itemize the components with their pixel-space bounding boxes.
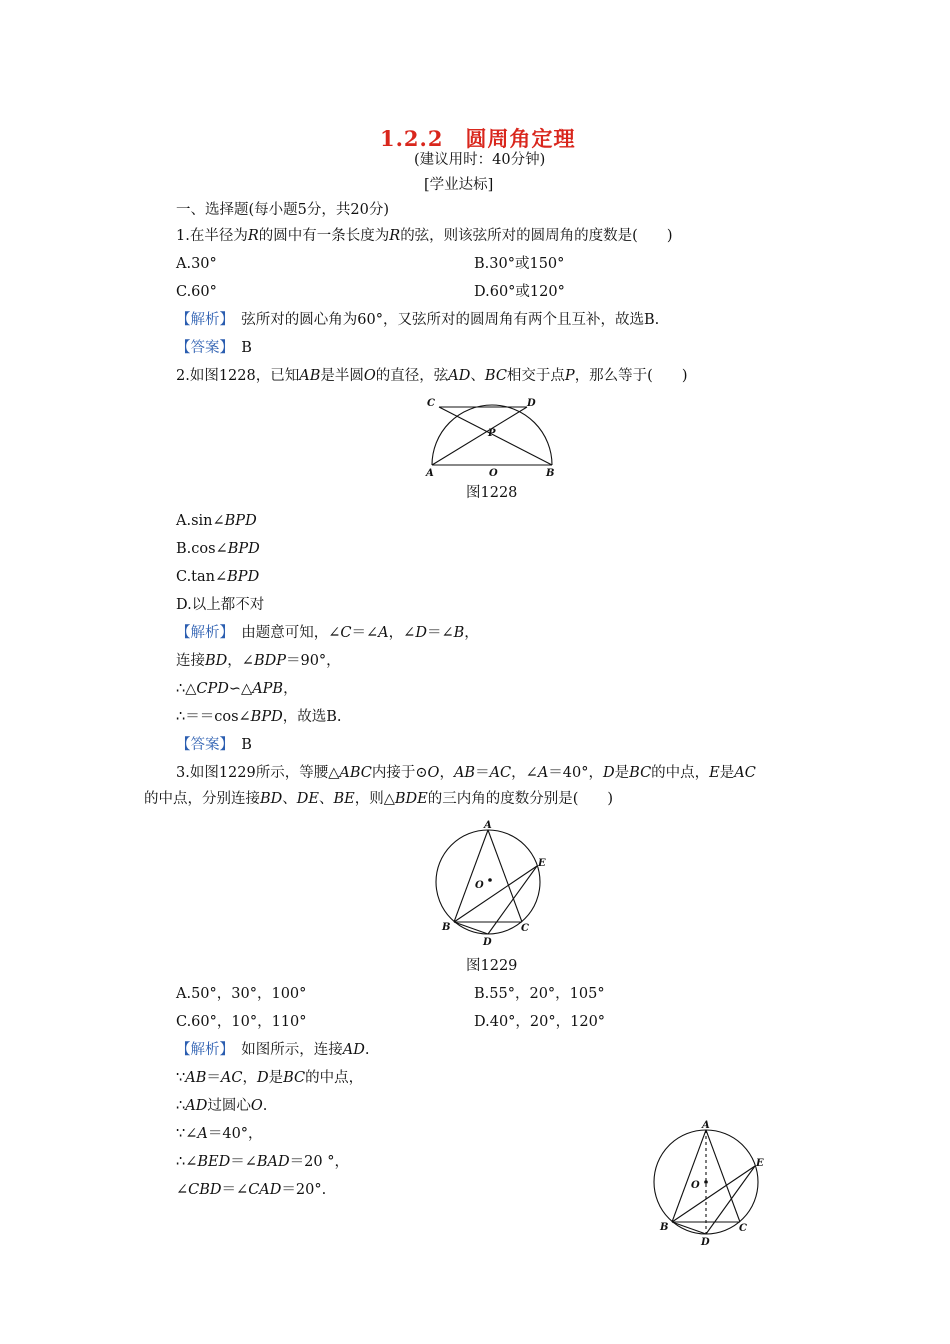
- label-a: A: [484, 820, 492, 831]
- text: ＝: [206, 1070, 221, 1086]
- var: AD: [342, 1042, 365, 1058]
- text: 相交于点: [506, 368, 565, 384]
- label-d: D: [701, 1237, 710, 1248]
- text: 的中点，分别连接: [144, 791, 260, 807]
- section-label: [学业达标]: [424, 177, 494, 193]
- q2-analysis-line2: [176, 651, 341, 671]
- var: APB: [252, 681, 284, 697]
- var: BDE: [394, 791, 428, 807]
- page-title: 1.2.2 圆周角定理: [380, 126, 576, 151]
- text: 是: [268, 1070, 284, 1086]
- text: ，则△: [354, 791, 395, 807]
- text: ＝∠: [230, 1154, 257, 1170]
- text: 2.如图1228，已知: [176, 368, 300, 384]
- var: A: [537, 765, 549, 781]
- text: ∴∠: [176, 1154, 198, 1170]
- text: 的中点，: [305, 1070, 364, 1086]
- var: P: [564, 368, 575, 384]
- text: ∽△: [228, 681, 253, 697]
- var: A: [378, 625, 389, 641]
- text: ，: [464, 625, 479, 641]
- q1-stem: [176, 226, 673, 246]
- q2-analysis-line3: [176, 679, 298, 699]
- text: 、: [470, 368, 485, 384]
- q3-analysis-line4: [176, 1124, 263, 1144]
- var: BC: [283, 1070, 306, 1086]
- text: 的圆中有一条长度为: [258, 228, 390, 244]
- text: 由题意可知，∠: [241, 625, 341, 641]
- text: ，∠: [227, 653, 254, 669]
- figure-1229: [428, 818, 558, 948]
- var: A: [197, 1126, 208, 1142]
- text: .: [262, 1098, 268, 1114]
- q2-analysis-line1: [176, 623, 479, 643]
- part-heading: 一、选择题(每小题5分，共20分): [176, 202, 389, 218]
- var: B: [453, 625, 465, 641]
- var: D: [256, 1070, 269, 1086]
- text: ，: [242, 1070, 257, 1086]
- label-o: O: [475, 880, 484, 891]
- var: D: [603, 765, 615, 781]
- analysis-tag: 【解析】: [176, 312, 227, 328]
- var: BAD: [256, 1154, 290, 1170]
- text: ＝: [475, 765, 490, 781]
- q1-analysis: [176, 310, 659, 330]
- answer-tag: 【答案】: [176, 737, 227, 753]
- q2-option-a: [176, 511, 257, 531]
- var: BE: [333, 791, 355, 807]
- text: 3.如图1229所示，等腰△: [176, 765, 340, 781]
- var: BED: [197, 1154, 231, 1170]
- text: C.tan∠: [176, 569, 228, 585]
- label-b: B: [546, 468, 555, 479]
- var: D: [415, 625, 427, 641]
- var: ABC: [339, 765, 372, 781]
- var: AB: [299, 368, 321, 384]
- label-e: E: [538, 858, 546, 869]
- label-b: B: [442, 922, 451, 933]
- q3-option-c: C.60°，10°，110°: [176, 1014, 307, 1030]
- text: 是: [719, 765, 735, 781]
- analysis-tag: 【解析】: [176, 625, 227, 641]
- text: ，故选B.: [282, 709, 342, 725]
- text: ＝20 °，: [289, 1154, 349, 1170]
- var: AC: [489, 765, 512, 781]
- q2-answer: [176, 735, 252, 755]
- q2-option-b: [176, 539, 260, 559]
- var: BD: [205, 653, 228, 669]
- figure-1229-solution: [646, 1118, 776, 1248]
- var: BDP: [253, 653, 286, 669]
- var: AB: [185, 1070, 207, 1086]
- text: ，∠: [388, 625, 416, 641]
- var: DE: [296, 791, 319, 807]
- label-a: A: [702, 1120, 710, 1131]
- q3-analysis-line1: [176, 1040, 369, 1060]
- var: AB: [453, 765, 476, 781]
- q3-analysis-line5: [176, 1152, 349, 1172]
- label-e: E: [756, 1158, 764, 1169]
- var: BPD: [250, 709, 283, 725]
- q2-analysis-line4: [176, 707, 341, 727]
- text: ∵∠: [176, 1126, 198, 1142]
- var: CAD: [248, 1182, 282, 1198]
- text: 的中点，: [651, 765, 710, 781]
- text: ∴△: [176, 681, 197, 697]
- var: BC: [629, 765, 652, 781]
- text: ，∠: [511, 765, 538, 781]
- var: O: [363, 368, 376, 384]
- var: O: [427, 765, 440, 781]
- text: 的三内角的度数分别是( ): [427, 791, 614, 807]
- label-o: O: [489, 468, 498, 479]
- label-c: C: [521, 923, 529, 934]
- answer-tag: 【答案】: [176, 340, 227, 356]
- q3-analysis-line2: [176, 1068, 363, 1088]
- var: CBD: [188, 1182, 222, 1198]
- text: ＝∠: [426, 625, 454, 641]
- text: 1.在半径为: [176, 228, 248, 244]
- var: AC: [220, 1070, 243, 1086]
- var: BPD: [227, 569, 260, 585]
- q1-answer: [176, 338, 252, 358]
- q1-option-c: C.60°: [176, 284, 217, 300]
- text: 弦所对的圆心角为60°，又弦所对的圆周角有两个且互补，故选B.: [241, 312, 660, 328]
- text: A.sin∠: [176, 513, 225, 529]
- label-a: A: [426, 468, 434, 479]
- text: 连接: [176, 653, 205, 669]
- figure-1228-caption: 图1228: [466, 485, 518, 501]
- q2-option-d: D.以上都不对: [176, 597, 265, 613]
- text: B: [241, 340, 252, 356]
- text: ＝20°.: [281, 1182, 327, 1198]
- q1-option-a: A.30°: [176, 256, 217, 272]
- text: ＝∠: [351, 625, 379, 641]
- text: 的弦，则该弦所对的圆周角的度数是( ): [400, 228, 673, 244]
- q3-stem-line1: [176, 763, 756, 783]
- label-c: C: [427, 398, 435, 409]
- q1-option-d: D.60°或120°: [474, 284, 565, 300]
- var: AC: [734, 765, 756, 781]
- var: BD: [260, 791, 283, 807]
- var: CPD: [196, 681, 229, 697]
- text: ∴: [176, 1098, 186, 1114]
- text: ，: [283, 681, 298, 697]
- q1-option-b: B.30°或150°: [474, 256, 565, 272]
- text: ＝90°，: [285, 653, 341, 669]
- label-p: P: [488, 428, 496, 439]
- var: BC: [484, 368, 507, 384]
- text: 过圆心: [207, 1098, 251, 1114]
- text: ＝∠: [221, 1182, 249, 1198]
- var: E: [709, 765, 720, 781]
- text: ∴＝＝cos∠: [176, 709, 251, 725]
- q3-analysis-line6: [176, 1180, 326, 1200]
- q2-option-c: [176, 567, 259, 587]
- text: 内接于⊙: [371, 765, 428, 781]
- analysis-tag: 【解析】: [176, 1042, 227, 1058]
- text: ∵: [176, 1070, 186, 1086]
- subtitle: (建议用时：40分钟): [414, 152, 546, 168]
- text: 、: [319, 791, 334, 807]
- text: ＝40°，: [207, 1126, 263, 1142]
- var: AD: [185, 1098, 208, 1114]
- q3-option-b: B.55°，20°，105°: [474, 986, 605, 1002]
- text: B.cos∠: [176, 541, 228, 557]
- var: BPD: [224, 513, 257, 529]
- text: ，那么等于( ): [574, 368, 688, 384]
- text: B: [241, 737, 252, 753]
- var: R: [247, 228, 259, 244]
- figure-1228: [422, 395, 562, 481]
- q3-stem-line2: [144, 789, 613, 809]
- var: BPD: [227, 541, 260, 557]
- var: C: [340, 625, 352, 641]
- label-d: D: [527, 398, 536, 409]
- text: 的直径，弦: [375, 368, 449, 384]
- label-c: C: [739, 1223, 747, 1234]
- label-b: B: [660, 1222, 669, 1233]
- text: ＝40°，: [548, 765, 603, 781]
- label-d: D: [483, 937, 492, 948]
- text: 是半圆: [320, 368, 364, 384]
- label-o: O: [691, 1180, 700, 1191]
- q3-analysis-line3: [176, 1096, 267, 1116]
- text: 是: [614, 765, 630, 781]
- var: O: [250, 1098, 263, 1114]
- q2-stem: [176, 366, 688, 386]
- text: 、: [282, 791, 297, 807]
- var: R: [389, 228, 401, 244]
- q3-option-a: A.50°，30°，100°: [176, 986, 307, 1002]
- q3-option-d: D.40°，20°，120°: [474, 1014, 606, 1030]
- var: AD: [448, 368, 471, 384]
- text: ∠: [176, 1182, 189, 1198]
- text: 如图所示，连接: [241, 1042, 343, 1058]
- figure-1229-caption: 图1229: [466, 958, 518, 974]
- text: .: [364, 1042, 370, 1058]
- text: ，: [439, 765, 454, 781]
